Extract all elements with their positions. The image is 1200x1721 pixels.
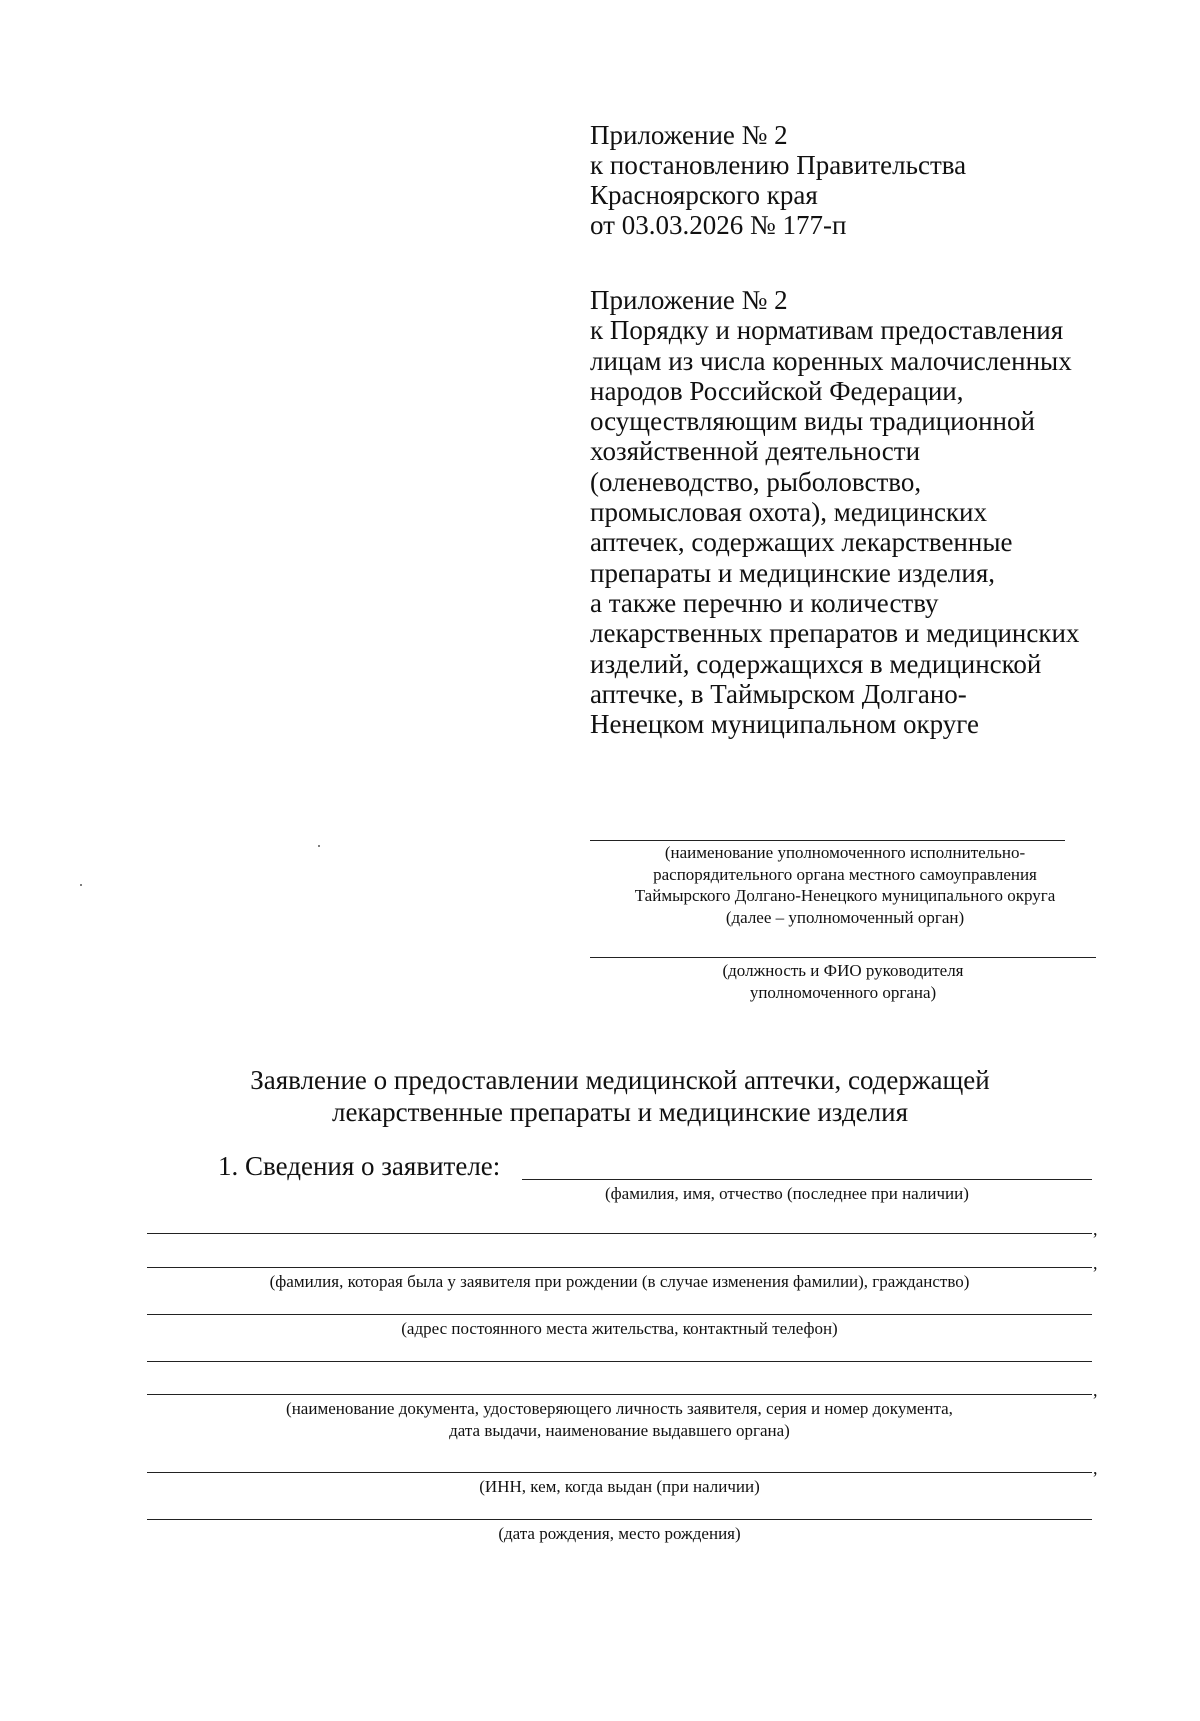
head-caption (590, 960, 1096, 1003)
head-name-line[interactable] (590, 957, 1096, 958)
appendix-2-line: изделий, содержащихся в медицинской (590, 648, 1042, 679)
birth-date-place-caption: (дата рождения, место рождения) (498, 1524, 741, 1543)
appendix-2-line: (оленеводство, рыболовство, (590, 466, 922, 497)
appendix-2-line: лекарственных препаратов и медицинских (590, 618, 1080, 649)
inn-line[interactable] (147, 1472, 1092, 1473)
line-comma: , (1093, 1219, 1098, 1239)
identity-document-line[interactable] (147, 1394, 1092, 1395)
appendix-2-line: препараты и медицинские изделия, (590, 557, 996, 588)
appendix-2-line: аптечке, в Таймырском Долгано- (590, 678, 967, 709)
caption-line: распорядительного органа местного самоуправления (653, 864, 1037, 884)
appendix-1-line: Приложение № 2 (590, 120, 788, 150)
appendix-2-line: а также перечню и количеству (590, 587, 939, 618)
appendix-2-line: Приложение № 2 (590, 285, 788, 315)
identity-document-caption (147, 1398, 1092, 1441)
appendix-1-line: Красноярского края (590, 180, 818, 210)
organ-name-line[interactable] (590, 840, 1065, 841)
caption-line: Таймырского Долгано-Ненецкого муниципального округа (634, 886, 1056, 905)
title-line: Заявление о предоставлении медицинской аптечки, содержащей (250, 1065, 990, 1095)
appendix-2-line: осуществляющим виды традиционной (590, 406, 1035, 437)
line-comma: , (1093, 1253, 1098, 1273)
inn-caption: (ИНН, кем, когда выдан (при наличии) (479, 1477, 760, 1496)
appendix-2-line: Ненецком муниципальном округе (590, 709, 980, 740)
address-continuation-line[interactable] (147, 1361, 1092, 1362)
line-comma: , (1093, 1380, 1098, 1400)
line-comma: , (1093, 1458, 1098, 1478)
fio-line[interactable] (522, 1179, 1092, 1180)
appendix-header-1 (590, 120, 966, 240)
caption-line: (наименование уполномоченного исполнительно- (664, 843, 1026, 862)
scan-speck (318, 845, 320, 847)
caption-line: (далее – уполномоченный орган) (725, 907, 965, 927)
fio-caption: (фамилия, имя, отчество (последнее при наличии) (605, 1184, 969, 1203)
appendix-2-line: хозяйственной деятельности (590, 436, 921, 467)
appendix-2-line: промысловая охота), медицинских (590, 497, 988, 528)
title-line: лекарственные препараты и медицинские изделия (331, 1097, 909, 1127)
caption-line: дата выдачи, наименование выдавшего органа) (449, 1420, 790, 1440)
organ-caption (590, 842, 1100, 928)
caption-line: (должность и ФИО руководителя (722, 961, 964, 980)
address-caption: (адрес постоянного места жительства, контактный телефон) (401, 1319, 838, 1338)
birth-surname-line[interactable] (147, 1267, 1092, 1268)
birth-surname-caption: (фамилия, которая была у заявителя при рождении (в случае изменения фамилии), гражданство) (269, 1272, 970, 1291)
address-line[interactable] (147, 1314, 1092, 1315)
appendix-header-2 (590, 285, 1079, 739)
appendix-1-line: от 03.03.2026 № 177-п (590, 210, 847, 240)
appendix-2-line: аптечек, содержащих лекарственные (590, 527, 1013, 558)
section-1-label: 1. Сведения о заявителе: (218, 1151, 501, 1181)
fio-continuation-line[interactable] (147, 1233, 1092, 1234)
birth-date-place-line[interactable] (147, 1519, 1092, 1520)
appendix-1-line: к постановлению Правительства (590, 150, 967, 180)
appendix-2-line: к Порядку и нормативам предоставления (590, 315, 1064, 346)
caption-line: уполномоченного органа) (749, 982, 937, 1002)
scan-speck (80, 884, 82, 886)
appendix-2-line: народов Российской Федерации, (590, 375, 964, 406)
appendix-2-line: лицам из числа коренных малочисленных (590, 345, 1072, 376)
document-title (0, 1064, 1200, 1128)
caption-line: (наименование документа, удостоверяющего личность заявителя, серия и номер документа, (286, 1399, 953, 1418)
